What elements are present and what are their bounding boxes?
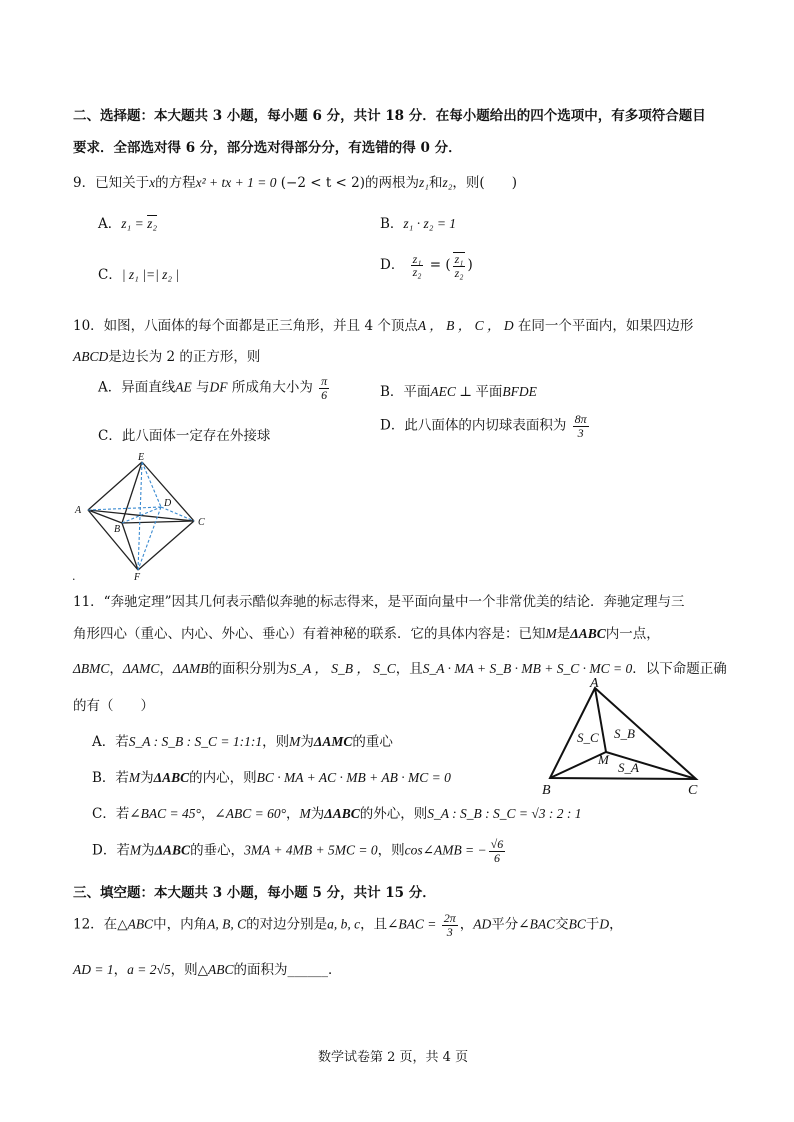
hidden-edge-ed <box>142 462 161 507</box>
label-m: M <box>598 752 609 767</box>
label-e: E <box>138 452 145 463</box>
question-10-option-a: A．异面直线AE 与DF 所成角大小为 $\frac{\pi}{6}$ <box>98 374 328 402</box>
question-11-option-d: D．若M为ΔABC的垂心，3MA + 4MB + 5MC = 0，则cos∠AMB = − $\frac{√6}{6}$ <box>92 837 504 865</box>
question-11-stem-line4: 的有（ ） <box>73 698 154 714</box>
page-footer: 数学试卷第 2 页，共 4 页 <box>318 1050 469 1065</box>
question-11-option-a: A．若S_A : S_B : S_C = 1:1:1，则M为ΔAMC的重心 <box>92 734 393 750</box>
edge-ec <box>142 462 194 521</box>
edge-bc <box>122 521 194 523</box>
answer-blank[interactable]: ______ <box>287 962 329 978</box>
hidden-edge-ad <box>88 507 161 510</box>
question-11-option-b: B．若M为ΔABC的内心，则BC · MA + AC · MB + AB · MC = 0 <box>92 770 451 786</box>
label-c: C <box>688 783 698 798</box>
question-9-option-d: D． $\frac{\text{z₁}}{\text{z₂}}$ = ( $\frac{\text{z₁}}{\text{z₂}}$ ) <box>380 251 473 280</box>
label-d: D <box>164 498 172 509</box>
stray-dot: . <box>72 570 76 583</box>
question-12-line1: 12．在△ABC中，内角A, B, C的对边分别是a, b, c，且∠BAC = $\frac{2\pi}{3}$ ，AD平分∠BAC交BC于D， <box>73 911 623 939</box>
section3-header: 三、填空题：本大题共 3 小题，每小题 5 分，共计 15 分． <box>73 885 436 901</box>
hidden-edge-bd <box>122 507 161 523</box>
question-10-stem-line1: 10．如图，八面体的每个面都是正三角形，并且 4 个顶点A ， B ， C ， D 在同一个平面内，如果四边形 <box>73 318 694 334</box>
question-10-stem-line2: ABCD是边长为 2 的正方形，则 <box>73 349 261 365</box>
question-12-line2: AD = 1，a = 2√5，则△ABC的面积为______． <box>73 962 342 978</box>
question-10-option-b: B．平面AEC ⊥ 平面BFDE <box>380 384 537 400</box>
label-b: B <box>114 524 121 535</box>
label-f: F <box>134 572 141 582</box>
label-c: C <box>198 517 205 528</box>
question-11-stem-line2: 角形四心（重心、内心、外心、垂心）有着神秘的联系．它的具体内容是：已知M是ΔABC内一点， <box>73 626 660 642</box>
question-10-option-c: C．此八面体一定存在外接球 <box>98 428 271 444</box>
question-9-option-a: A．z₁ = z₂ <box>98 216 158 232</box>
question-10-option-d: D．此八面体的内切球表面积为 $\frac{8\pi}{3}$ <box>380 412 587 440</box>
question-9-option-c: C．| z₁ |=| z₂ | <box>98 267 180 283</box>
section2-header-line2: 要求．全部选对得 6 分，部分选对得部分分，有选错的得 0 分． <box>73 140 462 156</box>
edge-bf <box>122 523 138 570</box>
label-sa: S_A <box>618 760 639 775</box>
label-a: A <box>590 676 599 691</box>
label-sc: S_C <box>577 730 599 745</box>
label-sb: S_B <box>614 726 635 741</box>
benz-triangle-figure <box>540 676 710 798</box>
section2-header-line1: 二、选择题：本大题共 3 小题，每小题 6 分，共计 18 分．在每小题给出的四个选项中，有多项符合题目 <box>73 108 706 124</box>
question-11-stem-line3: ΔBMC，ΔAMC，ΔAMB的面积分别为S_A ， S_B ， S_C，且S_A · MA + S_B · MB + S_C · MC = 0．以下命题正确 <box>73 661 727 677</box>
octahedron-figure <box>70 452 220 582</box>
question-11-option-c: C．若∠BAC = 45°，∠ABC = 60°，M为ΔABC的外心，则S_A : S_B : S_C = √3 : 2 : 1 <box>92 806 582 822</box>
label-a: A <box>75 505 82 516</box>
label-b: B <box>542 783 551 798</box>
question-11-stem-line1: 11．“奔驰定理”因其几何表示酷似奔驰的标志得来，是平面向量中一个非常优美的结论．奔驰定理与三 <box>73 594 685 610</box>
question-9-option-b: B．z₁ · z₂ = 1 <box>380 216 457 232</box>
question-9-stem: 9．已知关于x的方程x² + tx + 1 = 0 (−2 < t < 2)的两根为z₁和z₂，则( ) <box>73 175 517 191</box>
